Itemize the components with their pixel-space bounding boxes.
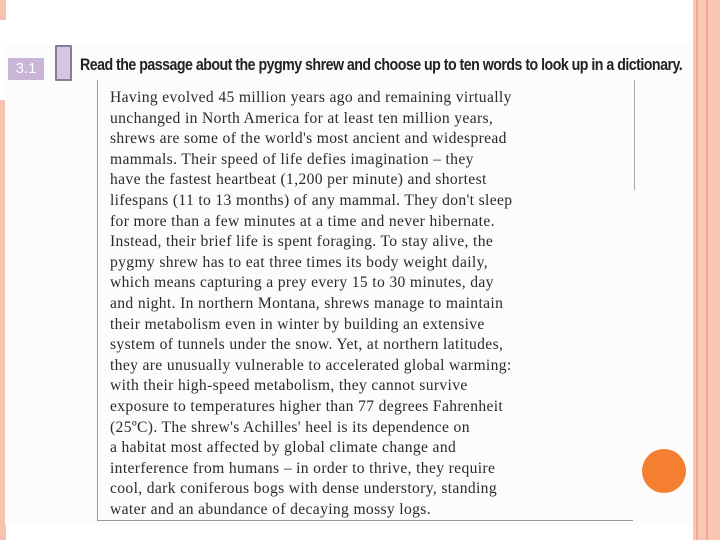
exercise-number-badge: 3.1 bbox=[8, 58, 44, 80]
passage-line: system of tunnels under the snow. Yet, at northern latitudes, bbox=[110, 336, 504, 354]
passage-line: shrews are some of the world's most ancient and widespread bbox=[110, 130, 507, 148]
passage-box bbox=[97, 80, 633, 521]
passage-line: unchanged in North America for at least ten million years, bbox=[110, 109, 494, 127]
passage-line: interference from humans – in order to thrive, they require bbox=[110, 459, 496, 477]
passage-line: pygmy shrew has to eat three times its body weight daily, bbox=[110, 253, 488, 271]
passage-line: cool, dark coniferous bogs with dense understory, standing bbox=[110, 480, 497, 498]
passage-line: exposure to temperatures higher than 77 degrees Fahrenheit bbox=[110, 397, 504, 415]
passage-line: water and an abundance of decaying mossy logs. bbox=[110, 500, 431, 518]
orange-circle-decoration bbox=[642, 449, 686, 493]
left-decorative-mark bbox=[0, 0, 6, 20]
passage-line: (25ºC). The shrew's Achilles' heel is its dependence on bbox=[110, 418, 470, 436]
passage-line: Having evolved 45 million years ago and remaining virtually bbox=[110, 89, 512, 106]
passage-line: mammals. Their speed of life defies imagination – they bbox=[110, 150, 474, 168]
passage-line: with their high-speed metabolism, they cannot survive bbox=[110, 377, 468, 395]
passage-line: lifespans (11 to 13 months) of any mammal. They don't sleep bbox=[110, 191, 513, 209]
passage-line: have the fastest heartbeat (1,200 per minute) and shortest bbox=[110, 171, 487, 189]
book-icon bbox=[55, 45, 72, 81]
passage-line: and night. In northern Montana, shrews manage to maintain bbox=[110, 294, 504, 312]
passage-right-border bbox=[634, 80, 635, 190]
passage-line: their metabolism even in winter by building an extensive bbox=[110, 315, 485, 333]
passage-line: for more than a few minutes at a time and never hibernate. bbox=[110, 212, 495, 230]
passage-line: a habitat most affected by global climate change and bbox=[110, 439, 457, 457]
passage-line: which means capturing a prey every 15 to 30 minutes, day bbox=[110, 274, 494, 292]
exercise-instruction: Read the passage about the pygmy shrew and choose up to ten words to look up in a dictionary. bbox=[80, 56, 683, 74]
band-line bbox=[696, 0, 698, 540]
band-line bbox=[706, 0, 708, 540]
passage-line: Instead, their brief life is spent foraging. To stay alive, the bbox=[110, 233, 494, 251]
passage-text bbox=[110, 88, 512, 520]
passage-line: they are unusually vulnerable to accelerated global warming: bbox=[110, 356, 512, 374]
